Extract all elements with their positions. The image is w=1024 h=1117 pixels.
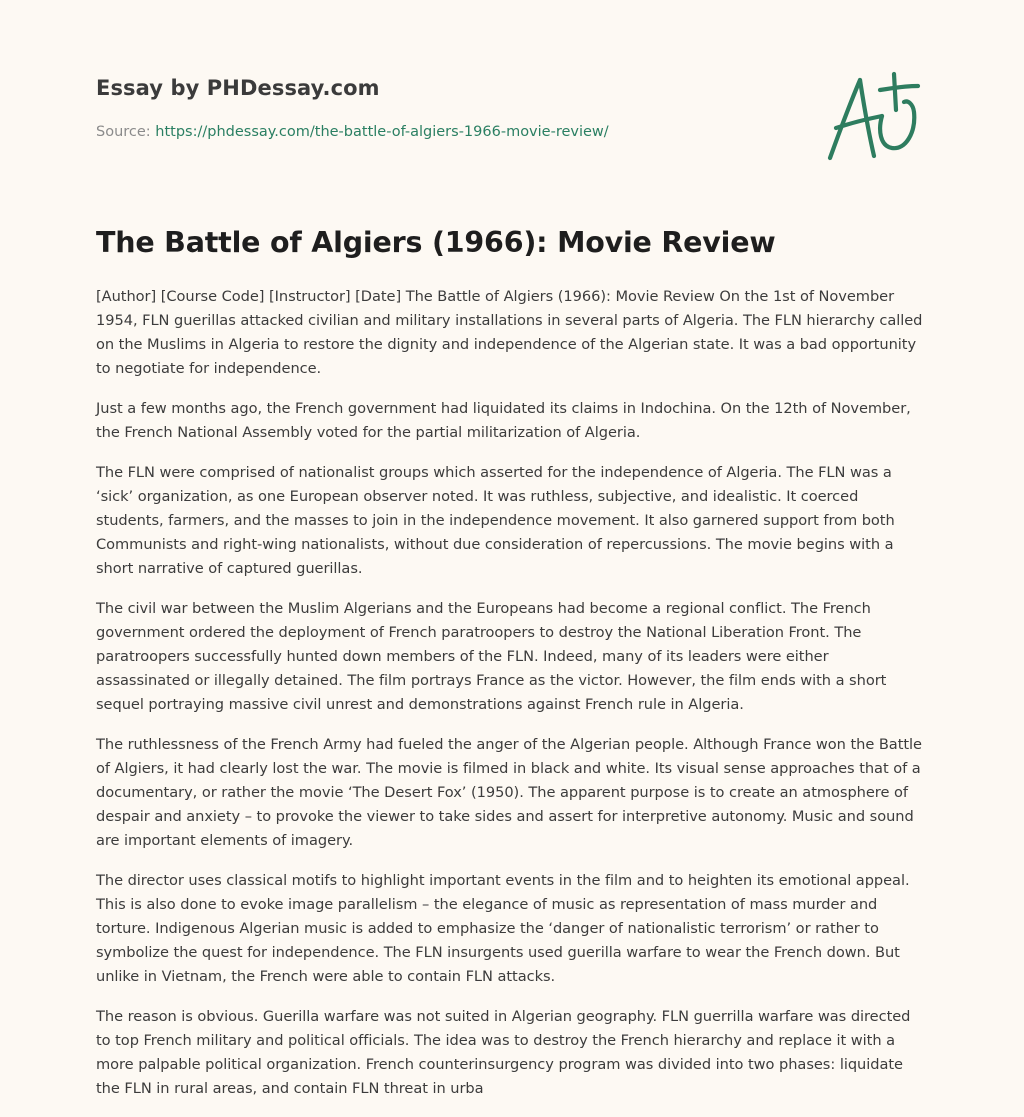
paragraph: The ruthlessness of the French Army had fueled the anger of the Algerian people. Although France won the Battle of Algiers, it had clearly lost the war. The movie is filmed in black and white. Its visual sense approaches that of a documentary, or rather the movie ‘The Desert Fox’ (1950). The apparent purpose is to create an atmosphere of despair and anxiety – to provoke the viewer to take sides and assert for interpretive autonomy. Music and sound are important elements of imagery. bbox=[96, 736, 922, 849]
paragraph: The civil war between the Muslim Algerians and the Europeans had become a regional conflict. The French government ordered the deployment of French paratroopers to destroy the National Liberation Front. The paratroopers successfully hunted down members of the FLN. Indeed, many of its leaders were either assassinated or illegally detained. The film portrays France as the victor. However, the film ends with a short sequel portraying massive civil unrest and demonstrations against French rule in Algeria. bbox=[96, 600, 887, 713]
site-brand: Essay by PHDessay.com bbox=[96, 76, 380, 100]
article-body bbox=[96, 285, 926, 1117]
paragraph: Just a few months ago, the French government had liquidated its claims in Indochina. On the 12th of November, the French National Assembly voted for the partial militarization of Algeria. bbox=[96, 400, 911, 441]
source-label: Source: bbox=[96, 124, 151, 140]
source-link[interactable]: https://phdessay.com/the-battle-of-algiers-1966-movie-review/ bbox=[155, 124, 609, 140]
paragraph: The FLN were comprised of nationalist groups which asserted for the independence of Algeria. The FLN was a ‘sick’ organization, as one European observer noted. It was ruthless, subjective, and idealistic. It coerced students, farmers, and the masses to join in the independence movement. It also garnered support from both Communists and right-wing nationalists, without due consideration of repercussions. The movie begins with a short narrative of captured guerillas. bbox=[96, 464, 895, 577]
paragraph: [Author] [Course Code] [Instructor] [Date] The Battle of Algiers (1966): Movie Review On the 1st of November 1954, FLN guerillas attacked civilian and military installations in several parts of Algeria. The FLN hierarchy called on the Muslims in Algeria to restore the dignity and independence of the Algerian state. It was a bad opportunity to negotiate for independence. bbox=[96, 288, 923, 377]
source-line bbox=[96, 124, 609, 140]
a-plus-logo-icon bbox=[820, 66, 930, 166]
article-title: The Battle of Algiers (1966): Movie Review bbox=[96, 226, 776, 259]
paragraph: The reason is obvious. Guerilla warfare was not suited in Algerian geography. FLN guerrilla warfare was directed to top French military and political officials. The idea was to destroy the French hierarchy and replace it with a more palpable political organization. French counterinsurgency program was divided into two phases: liquidate the FLN in rural areas, and contain FLN threat in urba bbox=[96, 1008, 911, 1097]
paragraph: The director uses classical motifs to highlight important events in the film and to heighten its emotional appeal. This is also done to evoke image parallelism – the elegance of music as representation of mass murder and torture. Indigenous Algerian music is added to emphasize the ‘danger of nationalistic terrorism’ or rather to symbolize the quest for independence. The FLN insurgents used guerilla warfare to wear the French down. But unlike in Vietnam, the French were able to contain FLN attacks. bbox=[96, 872, 910, 985]
